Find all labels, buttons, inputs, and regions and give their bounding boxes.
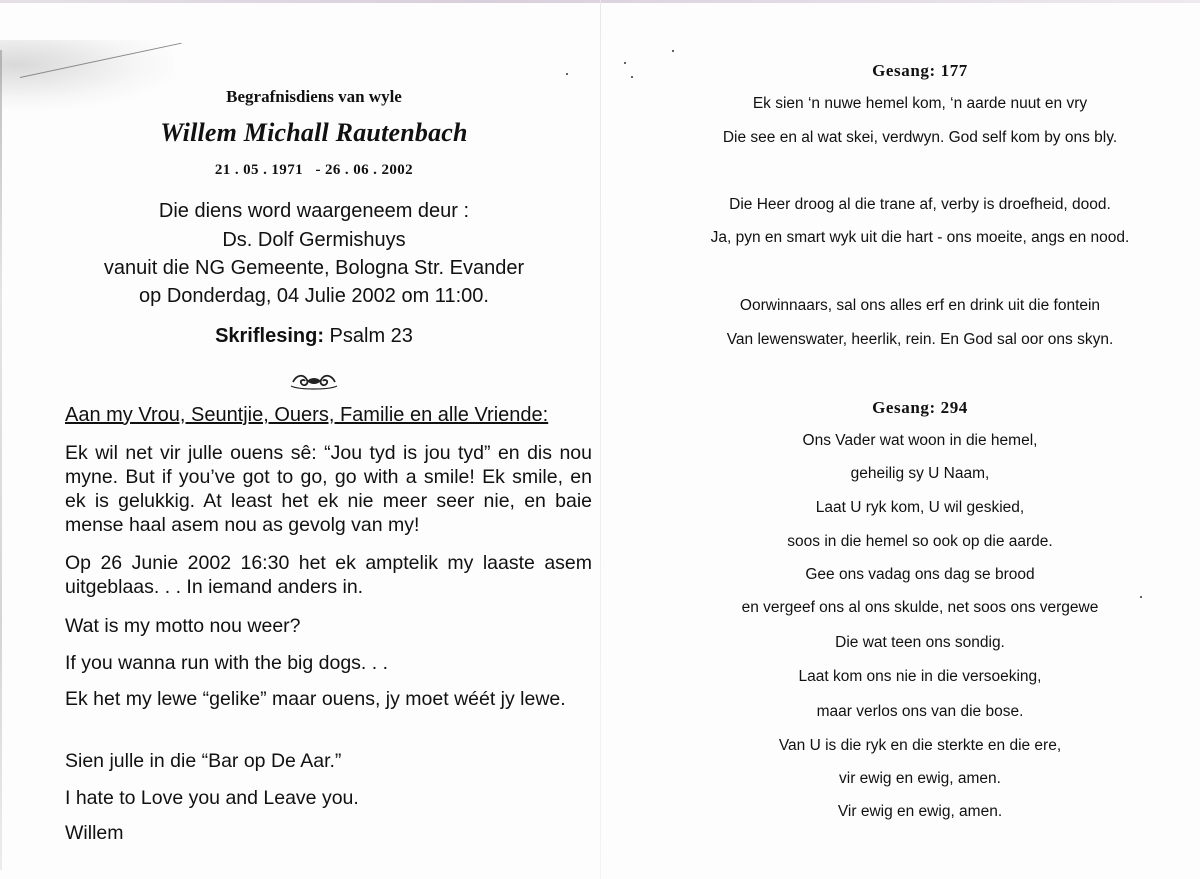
prayer-line: Gee ons vadag ons dag se brood — [805, 566, 1035, 583]
service-subtitle: Begrafnisdiens van wyle — [226, 87, 402, 106]
hymn-title: Gesang: 294 — [872, 398, 968, 417]
letter-paragraph: Op 26 Junie 2002 16:30 het ek amptelik my laaste asem uitgeblaas. . . In iemand anders in. — [65, 552, 592, 598]
life-dates: 21 . 05 . 1971 - 26 . 06 . 2002 — [214, 162, 414, 178]
service-date: op Donderdag, 04 Julie 2002 om 11:00. — [139, 285, 489, 307]
scripture-label: Skriflesing: — [215, 325, 324, 347]
prayer-line: Laat U ryk kom, U wil geskied, — [815, 499, 1025, 516]
service-line: Die diens word waargeneem deur : — [158, 200, 470, 222]
flourish-ornament-icon — [0, 370, 628, 392]
prayer-line: Laat kom ons nie in die versoeking, — [798, 668, 1042, 685]
hymn-line: Die Heer droog al die trane af, verby is droefheid, dood. — [729, 196, 1111, 213]
letter-paragraph: Wat is my motto nou weer? — [65, 615, 301, 637]
hymn-line: Oorwinnaars, sal ons alles erf en drink uit die fontein — [739, 297, 1101, 314]
letter-paragraph: Ek wil net vir julle ouens sê: “Jou tyd is jou tyd” en dis nou myne. But if you’ve got to go, go with a smile! Ek smile, en ek is gelukkig. At least het ek nie meer seer nie, en baie mense haal asem nou as gevolg van my! — [65, 442, 592, 536]
congregation-line: vanuit die NG Gemeente, Bologna Str. Evander — [103, 257, 525, 279]
prayer-line: Van U is die ryk en die sterkte en die ere, — [778, 737, 1062, 754]
prayer-line: soos in die hemel so ook op die aarde. — [787, 533, 1053, 550]
right-panel — [600, 0, 1200, 879]
hymn-line: Van lewenswater, heerlik, rein. En God sal oor ons skyn. — [726, 331, 1114, 348]
prayer-line: en vergeef ons al ons skulde, net soos ons vergewe — [741, 599, 1099, 616]
hymn-title: Gesang: 177 — [872, 61, 968, 80]
prayer-line: Die wat teen ons sondig. — [835, 634, 1005, 651]
minister-name: Ds. Dolf Germishuys — [222, 229, 406, 251]
prayer-line: geheilig sy U Naam, — [850, 465, 990, 482]
prayer-line: Vir ewig en ewig, amen. — [837, 803, 1003, 820]
prayer-line: maar verlos ons van die bose. — [816, 703, 1024, 720]
hymn-line: Ja, pyn en smart wyk uit die hart - ons moeite, angs en nood. — [710, 229, 1130, 246]
letter-paragraph: If you wanna run with the big dogs. . . — [65, 652, 389, 674]
letter-signature: Willem — [65, 822, 124, 844]
letter-greeting: Aan my Vrou, Seuntjie, Ouers, Familie en alle Vriende: — [65, 404, 549, 426]
hymn-line: Ek sien ‘n nuwe hemel kom, ‘n aarde nuut en vry — [752, 95, 1088, 112]
hymn-line: Die see en al wat skei, verdwyn. God self kom by ons bly. — [722, 129, 1118, 146]
deceased-name: Willem Michall Rautenbach — [160, 118, 468, 147]
prayer-line: vir ewig en ewig, amen. — [839, 770, 1001, 787]
prayer-line: Ons Vader wat woon in die hemel, — [802, 432, 1038, 449]
scripture-reading — [0, 325, 628, 348]
letter-paragraph: I hate to Love you and Leave you. — [65, 787, 359, 809]
letter-paragraph: Sien julle in die “Bar op De Aar.” — [65, 750, 342, 772]
scripture-value: Psalm 23 — [329, 325, 413, 347]
letter-paragraph: Ek het my lewe “gelike” maar ouens, jy moet wéét jy lewe. — [65, 688, 566, 710]
